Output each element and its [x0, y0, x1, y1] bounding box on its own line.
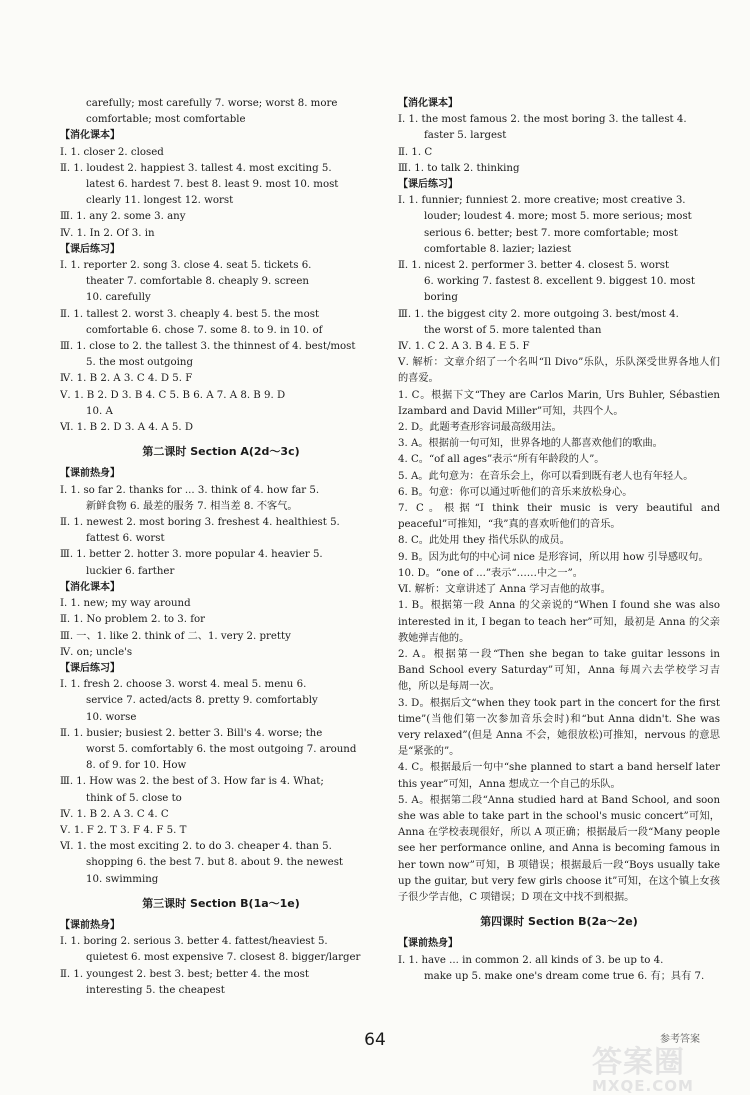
explanation-paragraph: 8. C。此处用 they 指代乐队的成员。	[398, 535, 570, 547]
answer-line: service 7. acted/acts 8. pretty 9. comfortably	[86, 695, 318, 707]
watermark-text: 答案圈	[592, 1045, 685, 1080]
answer-line: the worst of 5. more talented than	[424, 324, 602, 336]
lesson-heading: 第四课时 Section B(2a～2e)	[480, 915, 638, 929]
explanation-paragraph: 1. B。根据第一段 Anna 的父亲说的“When I found she was also interested in it, I began to teach her”可知，最初是 Anna 的父亲教她弹吉他的。	[398, 600, 720, 644]
section-label: 【消化课本】	[60, 581, 120, 593]
section-label: 【消化课本】	[398, 98, 458, 109]
explanation-paragraph: 3. A。根据前一句可知，世界各地的人都喜欢他们的歌曲。	[398, 438, 663, 450]
explanation-paragraph: 5. A。此句意为：在音乐会上，你可以看到既有老人也有年轻人。	[398, 470, 694, 482]
explanation-paragraph: 1. C。根据下文“They are Carlos Marin, Urs Buhler, Sébastien Izambard and David Miller”可知，共四个人。	[398, 389, 720, 417]
explanation-paragraph: 2. A。根据第一段“Then she began to take guitar lessons in Band School every Saturday”可知，Anna 每周六去学校学习吉他，所以是每周一次。	[398, 648, 720, 693]
answer-line: Ⅳ. 1. B 2. A 3. C 4. D 5. F	[60, 373, 193, 385]
answer-line: shopping 6. the best 7. but 8. about 9. the newest	[86, 857, 344, 869]
section-label: 【消化课本】	[60, 130, 120, 142]
right-column	[398, 96, 720, 985]
answer-line: 10. carefully	[86, 292, 151, 304]
answer-line: Ⅵ. 1. the most exciting 2. to do 3. cheaper 4. than 5.	[60, 841, 332, 853]
answer-line: Ⅳ. 1. B 2. A 3. C 4. C	[60, 808, 169, 820]
section-label: 【课前热身】	[398, 938, 458, 950]
watermark-url: MXQE.COM	[592, 1077, 694, 1095]
answer-line: 10. swimming	[86, 873, 159, 885]
answer-line: Ⅱ. 1. No problem 2. to 3. for	[60, 614, 206, 626]
answer-line: Ⅳ. 1. In 2. Of 3. in	[60, 227, 155, 239]
lesson-heading: 第二课时 Section A(2d～3c)	[142, 445, 300, 459]
answer-line: clearly 11. longest 12. worst	[86, 195, 234, 207]
answer-line: 10. A	[86, 405, 113, 417]
answer-line: luckier 6. farther	[86, 565, 175, 577]
lesson-heading: 第三课时 Section B(1a～1e)	[142, 896, 300, 910]
explanation-paragraph: 7. C。根据“I think their music is very beautiful and peaceful”可推知，“我”真的喜欢听他们的音乐。	[398, 503, 720, 531]
answer-line: worst 5. comfortably 6. the most outgoing 7. around	[86, 743, 357, 755]
section-label: 【课后练习】	[398, 179, 458, 191]
answer-line: Ⅲ. 1. better 2. hotter 3. more popular 4. heavier 5.	[60, 549, 323, 561]
section-label: 【课后练习】	[60, 662, 120, 674]
explanation-paragraph: 10. D。“one of ...”表示“……中之一”。	[398, 567, 583, 579]
answer-line: Ⅱ. 1. loudest 2. happiest 3. tallest 4. most exciting 5.	[60, 162, 332, 174]
answer-line: faster 5. largest	[424, 130, 507, 142]
answer-line: 新鲜食物 6. 最差的服务 7. 相当差 8. 不客气。	[86, 500, 298, 512]
answer-line: 8. of 9. for 10. How	[86, 760, 187, 772]
left-column	[60, 96, 382, 999]
answer-line: carefully; most carefully 7. worse; worst 8. more	[86, 98, 338, 109]
explanation-paragraph: 6. B。句意：你可以通过听他们的音乐来放松身心。	[398, 486, 633, 498]
answer-line: Ⅲ. 1. close to 2. the tallest 3. the thinnest of 4. best/most	[60, 341, 356, 353]
answer-line: Ⅰ. 1. funnier; funniest 2. more creative; most creative 3.	[398, 195, 686, 207]
answer-line: Ⅱ. 1. C	[398, 146, 433, 158]
answer-line: louder; loudest 4. more; most 5. more serious; most	[424, 211, 692, 223]
explanation-paragraph: Ⅴ. 解析：文章介绍了一个名叫“Il Divo”乐队，乐队深受世界各地人们的喜爱。	[398, 357, 720, 385]
answer-line: make up 5. make one's dream come true 6. 有；具有 7.	[424, 970, 705, 982]
answer-line: Ⅱ. 1. tallest 2. worst 3. cheaply 4. best 5. the most	[60, 308, 320, 320]
explanation-paragraph: 4. C。“of all ages”表示“所有年龄段的人”。	[398, 454, 605, 466]
answer-line: Ⅳ. 1. C 2. A 3. B 4. E 5. F	[398, 341, 530, 353]
explanation-paragraph: 9. B。因为此句的中心词 nice 是形容词，所以用 how 引导感叹句。	[398, 551, 709, 563]
answer-line: 10. worse	[86, 711, 137, 723]
answer-line: Ⅰ. 1. boring 2. serious 3. better 4. fattest/heaviest 5.	[60, 936, 328, 948]
answer-line: Ⅱ. 1. busier; busiest 2. better 3. Bill's 4. worse; the	[60, 727, 323, 739]
footer-label: 参考答案	[660, 1034, 700, 1045]
answer-line: Ⅱ. 1. youngest 2. best 3. best; better 4. the most	[60, 968, 309, 980]
section-label: 【课前热身】	[60, 468, 120, 480]
answer-line: Ⅰ. 1. have ... in common 2. all kinds of 3. be up to 4.	[398, 954, 664, 966]
answer-line: interesting 5. the cheapest	[86, 984, 225, 996]
page-number: 64	[364, 1030, 386, 1050]
answer-line: Ⅴ. 1. B 2. D 3. B 4. C 5. B 6. A 7. A 8. B 9. D	[60, 389, 286, 401]
answer-line: latest 6. hardest 7. best 8. least 9. most 10. most	[86, 179, 339, 191]
explanation-paragraph: 2. D。此题考查形容词最高级用法。	[398, 422, 562, 434]
answer-line: Ⅲ. 1. the biggest city 2. more outgoing 3. best/most 4.	[398, 308, 679, 320]
answer-line: Ⅳ. on; uncle's	[60, 646, 133, 658]
explanation-paragraph: 5. A。根据第二段“Anna studied hard at Band School, and soon she was able to take part in the school's music concert”可知，Anna 在学校表现很好，所以 A 项正确；根据最后一段“Many people see her performance online, and Anna is becoming famous in her town now”可知，B 项错误；根据最后一段“Boys usually take up the guitar, but very few girls choose it”可知，在这个镇上女孩子很少学吉他，C 项错误；D 项在文中找不到根据。	[398, 794, 720, 903]
answer-line: Ⅲ. 1. How was 2. the best of 3. How far is 4. What;	[60, 776, 324, 788]
answer-line: Ⅰ. 1. the most famous 2. the most boring 3. the tallest 4.	[398, 114, 687, 126]
answer-line: Ⅱ. 1. newest 2. most boring 3. freshest 4. healthiest 5.	[60, 517, 340, 529]
answer-line: Ⅰ. 1. new; my way around	[60, 598, 191, 610]
explanation-paragraph: 3. D。根据后文“when they took part in the concert for the first time”(当他们第一次参加音乐会时)和“but Anna didn't. She was very relaxed”(但是 Anna 不会，她很放松)可推知，nervous 的意思是“紧张的”。	[398, 697, 720, 758]
answer-line: Ⅴ. 1. F 2. T 3. F 4. F 5. T	[60, 824, 187, 836]
explanation-paragraph: 4. C。根据最后一句中“she planned to start a band herself later this year”可知，Anna 想成立一个自己的乐队。	[398, 762, 720, 790]
explanation-paragraph: Ⅵ. 解析：文章讲述了 Anna 学习吉他的故事。	[398, 584, 611, 596]
answer-line: quietest 6. most expensive 7. closest 8. bigger/larger	[86, 952, 361, 964]
answer-line: Ⅰ. 1. fresh 2. choose 3. worst 4. meal 5. menu 6.	[60, 679, 307, 691]
answer-line: Ⅰ. 1. reporter 2. song 3. close 4. seat 5. tickets 6.	[60, 260, 312, 272]
answer-line: Ⅲ. 1. any 2. some 3. any	[60, 211, 186, 223]
answer-line: comfortable 6. chose 7. some 8. to 9. in 10. of	[86, 324, 323, 336]
answer-line: Ⅰ. 1. closer 2. closed	[60, 146, 164, 158]
answer-line: Ⅵ. 1. B 2. D 3. A 4. A 5. D	[60, 422, 194, 434]
answer-line: fattest 6. worst	[86, 533, 165, 545]
answer-line: theater 7. comfortable 8. cheaply 9. screen	[86, 276, 309, 288]
answer-line: comfortable 8. lazier; laziest	[424, 243, 572, 255]
answer-line: 5. the most outgoing	[86, 357, 194, 369]
answer-line: Ⅲ. 一、1. like 2. think of 二、1. very 2. pretty	[60, 630, 291, 642]
answer-line: boring	[424, 292, 458, 304]
watermark-logo	[592, 1045, 694, 1095]
answer-line: think of 5. close to	[86, 792, 182, 804]
answer-line: Ⅱ. 1. nicest 2. performer 3. better 4. closest 5. worst	[398, 260, 670, 272]
answer-line: Ⅲ. 1. to talk 2. thinking	[398, 162, 520, 174]
answer-line: serious 6. better; best 7. more comfortable; most	[424, 227, 678, 239]
answer-line: 6. working 7. fastest 8. excellent 9. biggest 10. most	[424, 276, 695, 288]
answer-line: Ⅰ. 1. so far 2. thanks for ... 3. think of 4. how far 5.	[60, 484, 320, 496]
answer-line: comfortable; most comfortable	[86, 114, 246, 126]
section-label: 【课后练习】	[60, 243, 120, 255]
section-label: 【课前热身】	[60, 919, 120, 931]
